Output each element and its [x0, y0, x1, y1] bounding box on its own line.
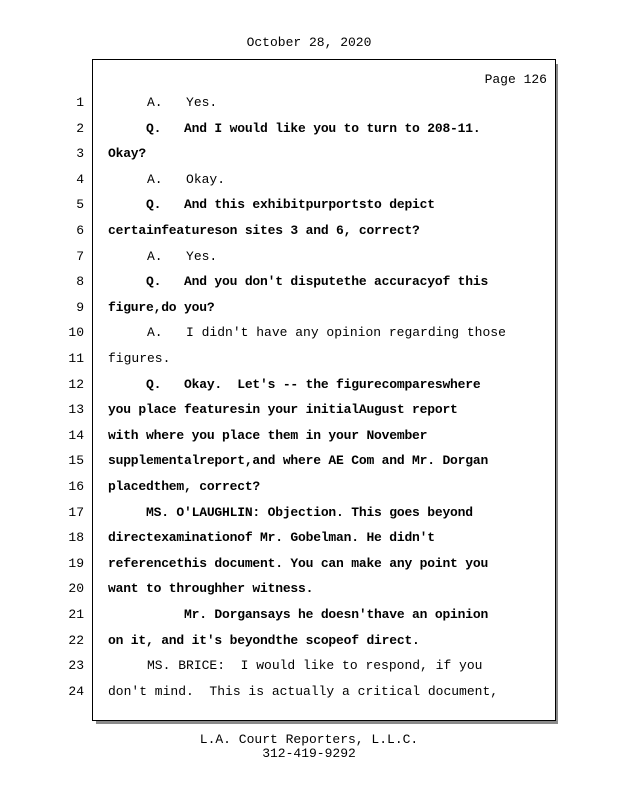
transcript-line — [0, 603, 618, 627]
transcript-line — [0, 296, 618, 320]
transcript-line — [0, 654, 618, 678]
line-number: 15 — [68, 453, 84, 469]
line-text: Q. Okay. Let's -- the figurecompareswhere — [108, 376, 481, 392]
line-number: 12 — [68, 376, 84, 392]
line-text: directexaminationof Mr. Gobelman. He didn't — [108, 530, 435, 546]
line-number: 1 — [76, 95, 84, 110]
line-text: don't mind. This is actually a critical document, — [108, 683, 499, 699]
line-number: 6 — [76, 223, 84, 238]
transcript-line — [0, 245, 618, 269]
line-text: want to throughher witness. — [108, 581, 314, 597]
line-text: A. Okay. — [108, 171, 226, 187]
line-number: 3 — [76, 146, 84, 162]
transcript-line — [0, 321, 618, 345]
line-number: 20 — [68, 581, 84, 597]
transcript-line — [0, 91, 618, 115]
line-number: 13 — [68, 402, 84, 418]
line-number: 19 — [68, 555, 84, 571]
transcript-date: October 28, 2020 — [246, 35, 372, 50]
transcript-line — [0, 168, 618, 192]
transcript-line — [0, 424, 618, 448]
line-text: referencethis document. You can make any point you — [108, 555, 489, 571]
transcript-line — [0, 449, 618, 473]
line-text: MS. BRICE: I would like to respond, if you — [108, 658, 483, 674]
line-text: Q. And I would like you to turn to 208-11. — [108, 120, 481, 136]
line-text: on it, and it's beyondthe scopeof direct. — [108, 632, 420, 648]
transcript-line — [0, 117, 618, 141]
line-text: figure,do you? — [108, 299, 215, 315]
line-text: A. Yes. — [108, 95, 218, 110]
transcript-line — [0, 552, 618, 576]
line-text: A. Yes. — [108, 248, 218, 264]
footer-phone: 312-419-9292 — [262, 746, 356, 761]
line-text: MS. O'LAUGHLIN: Objection. This goes beyond — [108, 504, 473, 520]
line-text: A. I didn't have any opinion regarding those — [108, 325, 506, 341]
line-number: 5 — [76, 197, 84, 213]
line-number: 9 — [76, 299, 84, 315]
line-text: Q. And this exhibitpurportsto depict — [108, 197, 435, 213]
line-number: 4 — [76, 171, 84, 187]
line-text: with where you place them in your November — [108, 427, 428, 443]
line-number: 18 — [68, 530, 84, 546]
transcript-line — [0, 193, 618, 217]
transcript-line — [0, 373, 618, 397]
transcript-line — [0, 347, 618, 371]
line-number: 2 — [76, 120, 84, 136]
transcript-line — [0, 629, 618, 653]
footer-company: L.A. Court Reporters, L.L.C. — [199, 732, 419, 747]
line-text: Q. And you don't disputethe accuracyof this — [108, 274, 489, 290]
transcript-line — [0, 475, 618, 499]
line-text: you place featuresin your initialAugust report — [108, 402, 458, 418]
line-text: figures. — [108, 351, 171, 366]
line-number: 8 — [76, 274, 84, 290]
transcript-line — [0, 142, 618, 166]
line-text: Okay? — [108, 146, 147, 162]
transcript-line — [0, 219, 618, 243]
line-number: 17 — [68, 504, 84, 520]
line-number: 14 — [68, 427, 84, 443]
line-number: 22 — [68, 632, 84, 648]
transcript-line — [0, 270, 618, 294]
line-text: placedthem, correct? — [108, 479, 261, 494]
transcript-line — [0, 526, 618, 550]
line-text: Mr. Dorgansays he doesn'thave an opinion — [108, 607, 489, 622]
line-number: 7 — [76, 248, 84, 264]
page-number: Page 126 — [484, 72, 547, 87]
line-number: 21 — [68, 607, 84, 622]
line-number: 11 — [68, 351, 84, 366]
transcript-line — [0, 501, 618, 525]
line-text: supplementalreport,and where AE Com and Mr. Dorgan — [108, 453, 489, 469]
transcript-line — [0, 398, 618, 422]
footer — [0, 733, 618, 761]
transcript-line — [0, 680, 618, 704]
line-number: 16 — [68, 479, 84, 494]
line-number: 10 — [68, 325, 84, 341]
line-text: certainfeatureson sites 3 and 6, correct? — [108, 223, 420, 238]
transcript-line — [0, 577, 618, 601]
line-number: 24 — [68, 683, 84, 699]
line-number: 23 — [68, 658, 84, 674]
